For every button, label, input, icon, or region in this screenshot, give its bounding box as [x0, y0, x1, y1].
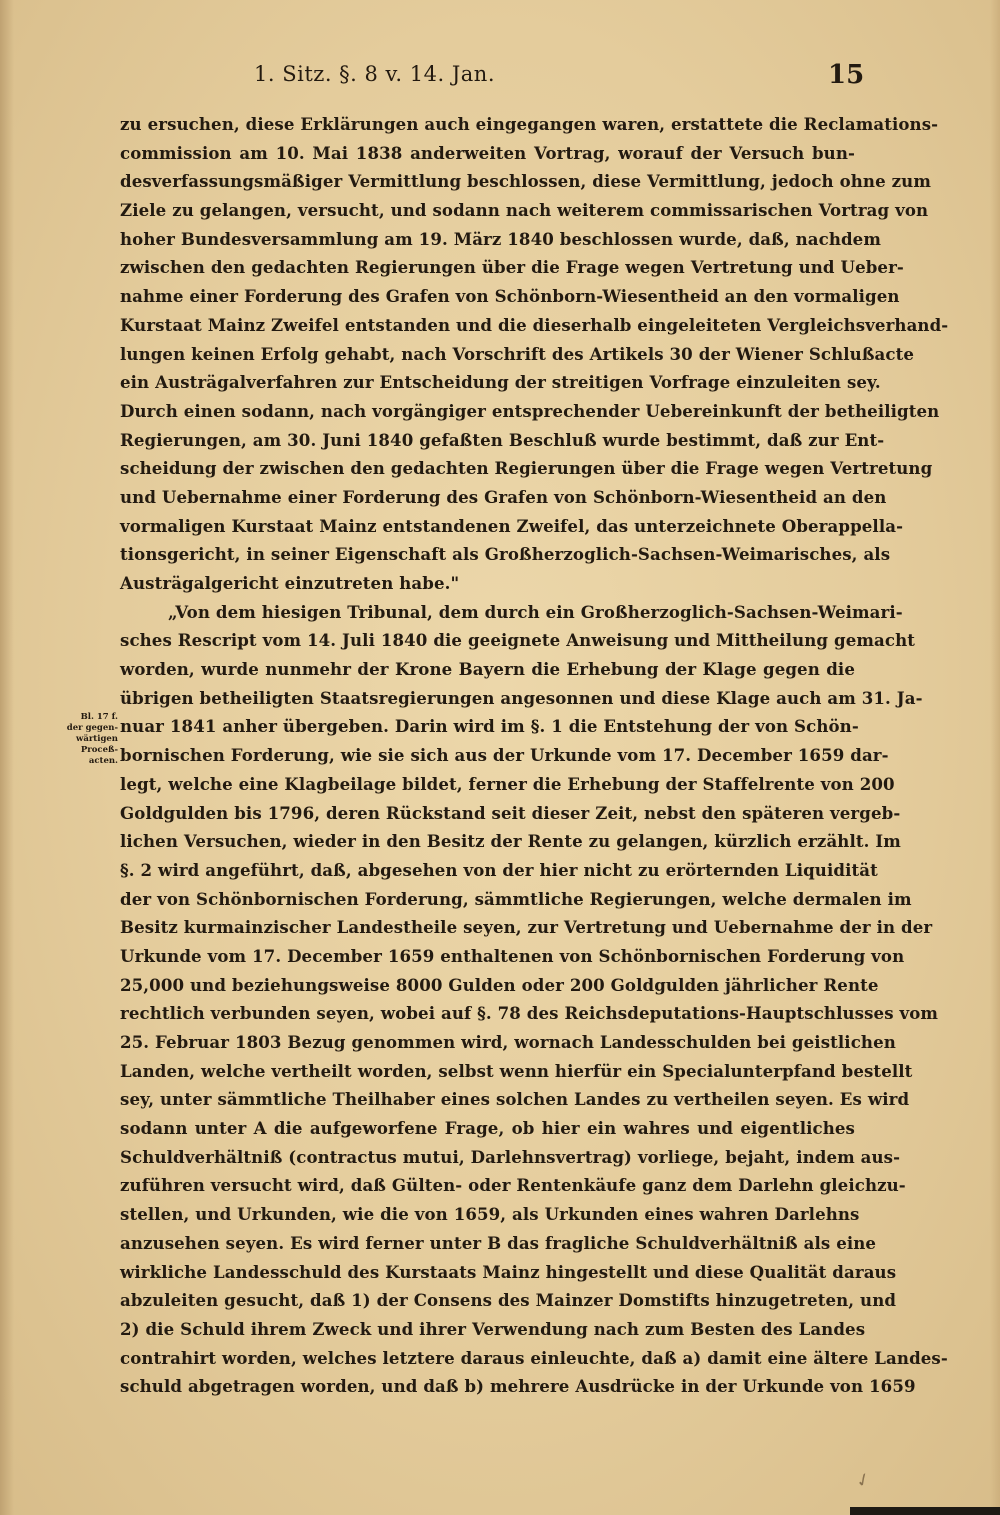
text-line: Durch einen sodann, nach vorgängiger entsprechender Uebereinkunft der betheiligten	[120, 400, 940, 421]
text-line: zuführen versucht wird, daß Gülten- oder Rentenkäufe ganz dem Darlehn gleichzu-	[120, 1175, 906, 1196]
margin-note	[46, 712, 118, 767]
text-line: sches Rescript vom 14. Juli 1840 die geeignete Anweisung und Mittheilung gemacht	[120, 630, 915, 651]
text-line: nahme einer Forderung des Grafen von Schönborn-Wiesentheid an den vormaligen	[120, 286, 900, 307]
text-line: desverfassungsmäßiger Vermittlung beschlossen, diese Vermittlung, jedoch ohne zum	[120, 171, 931, 192]
text-line: sodann unter A die aufgeworfene Frage, ob hier ein wahres und eigentliches	[120, 1118, 855, 1139]
page-edge-right	[990, 0, 1000, 1515]
page-edge-left	[0, 0, 14, 1515]
text-line: Kurstaat Mainz Zweifel entstanden und die dieserhalb eingeleiteten Vergleichsverhand-	[120, 314, 949, 335]
text-line: zwischen den gedachten Regierungen über die Frage wegen Vertretung und Ueber-	[120, 257, 904, 278]
paragraph	[120, 598, 948, 1401]
text-line: worden, wurde nunmehr der Krone Bayern die Erhebung der Klage gegen die	[120, 659, 855, 680]
running-head: 1. Sitz. §. 8 v. 14. Jan.	[254, 62, 495, 86]
text-line: zu ersuchen, diese Erklärungen auch eingegangen waren, erstattete die Reclamations-	[120, 114, 939, 134]
text-line: lungen keinen Erfolg gehabt, nach Vorschrift des Artikels 30 der Wiener Schlußacte	[120, 343, 915, 364]
margin-note-line: Proceß-	[80, 745, 118, 755]
text-line: sey, unter sämmtliche Theilhaber eines solchen Landes zu vertheilen seyen. Es wird	[120, 1089, 910, 1110]
text-line: contrahirt worden, welches letztere daraus einleuchte, daß a) damit eine ältere Landes-	[120, 1347, 948, 1368]
text-line: tionsgericht, in seiner Eigenschaft als Großherzoglich-Sachsen-Weimarisches, als	[120, 544, 891, 565]
text-line: „Von dem hiesigen Tribunal, dem durch ein Großherzoglich-Sachsen-Weimari-	[168, 601, 903, 622]
text-line: Schuldverhältniß (contractus mutui, Darlehnsvertrag) vorliege, bejaht, indem aus-	[120, 1146, 901, 1167]
page-number: 15	[828, 60, 865, 90]
text-line: commission am 10. Mai 1838 anderweiten Vortrag, worauf der Versuch bun-	[120, 142, 855, 163]
text-line: legt, welche eine Klagbeilage bildet, ferner die Erhebung der Staffelrente von 200	[120, 773, 895, 794]
text-line: Ziele zu gelangen, versucht, und sodann nach weiterem commissarischen Vortrag von	[120, 200, 929, 221]
text-line: lichen Versuchen, wieder in den Besitz der Rente zu gelangen, kürzlich erzählt. Im	[120, 831, 901, 852]
text-line: und Uebernahme einer Forderung des Grafen von Schönborn-Wiesentheid an den	[120, 486, 887, 507]
text-line: Regierungen, am 30. Juni 1840 gefaßten Beschluß wurde bestimmt, daß zur Ent-	[120, 429, 885, 450]
text-line: schuld abgetragen worden, und daß b) mehrere Ausdrücke in der Urkunde von 1659	[120, 1376, 916, 1397]
margin-note-line: Bl. 17 f.	[80, 712, 118, 722]
text-line: ein Austrägalverfahren zur Entscheidung der streitigen Vorfrage einzuleiten sey.	[120, 372, 881, 393]
text-line: Besitz kurmainzischer Landestheile seyen, zur Vertretung und Uebernahme der in der	[120, 917, 933, 938]
margin-note-line: wärtigen	[76, 734, 118, 744]
paragraph	[120, 110, 949, 598]
text-line: §. 2 wird angeführt, daß, abgesehen von der hier nicht zu erörternden Liquidität	[120, 859, 878, 880]
text-line: Goldgulden bis 1796, deren Rückstand seit dieser Zeit, nebst den späteren vergeb-	[120, 802, 901, 823]
page-corner-shadow	[850, 1507, 1000, 1515]
margin-note-line: acten.	[88, 756, 118, 766]
text-line: vormaligen Kurstaat Mainz entstandenen Zweifel, das unterzeichnete Oberappella-	[120, 515, 904, 536]
text-line: scheidung der zwischen den gedachten Regierungen über die Frage wegen Vertretung	[120, 458, 933, 479]
text-line: Austrägalgericht einzutreten habe."	[120, 573, 460, 593]
text-line: 2) die Schuld ihrem Zweck und ihrer Verwendung nach zum Besten des Landes	[120, 1318, 866, 1339]
text-line: abzuleiten gesucht, daß 1) der Consens des Mainzer Domstifts hinzugetreten, und	[120, 1290, 897, 1311]
text-line: anzusehen seyen. Es wird ferner unter B das fragliche Schuldverhältniß als eine	[120, 1232, 877, 1253]
text-line: rechtlich verbunden seyen, wobei auf §. 78 des Reichsdeputations-Hauptschlusses vom	[120, 1003, 939, 1024]
text-line: 25,000 und beziehungsweise 8000 Gulden oder 200 Goldgulden jährlicher Rente	[120, 974, 879, 995]
text-line: bornischen Forderung, wie sie sich aus der Urkunde vom 17. December 1659 dar-	[120, 745, 889, 766]
text-line: Urkunde vom 17. December 1659 enthaltenen von Schönbornischen Forderung von	[120, 945, 905, 966]
text-line: der von Schönbornischen Forderung, sämmtliche Regierungen, welche dermalen im	[120, 888, 912, 909]
text-line: nuar 1841 anher übergeben. Darin wird im §. 1 die Entstehung der von Schön-	[120, 716, 859, 737]
pencil-mark: ✓	[852, 1467, 875, 1494]
margin-note-line: der gegen-	[66, 723, 118, 733]
text-line: übrigen betheiligten Staatsregierungen angesonnen und diese Klage auch am 31. Ja-	[120, 687, 923, 708]
text-line: stellen, und Urkunden, wie die von 1659, als Urkunden eines wahren Darlehns	[120, 1204, 860, 1225]
text-line: wirkliche Landesschuld des Kurstaats Mainz hingestellt und diese Qualität daraus	[120, 1261, 897, 1282]
text-line: 25. Februar 1803 Bezug genommen wird, wornach Landesschulden bei geistlichen	[120, 1032, 896, 1052]
body-text	[120, 110, 949, 1401]
text-line: hoher Bundesversammlung am 19. März 1840 beschlossen wurde, daß, nachdem	[120, 228, 881, 249]
text-line: Landen, welche vertheilt worden, selbst wenn hierfür ein Specialunterpfand bestellt	[120, 1060, 913, 1081]
